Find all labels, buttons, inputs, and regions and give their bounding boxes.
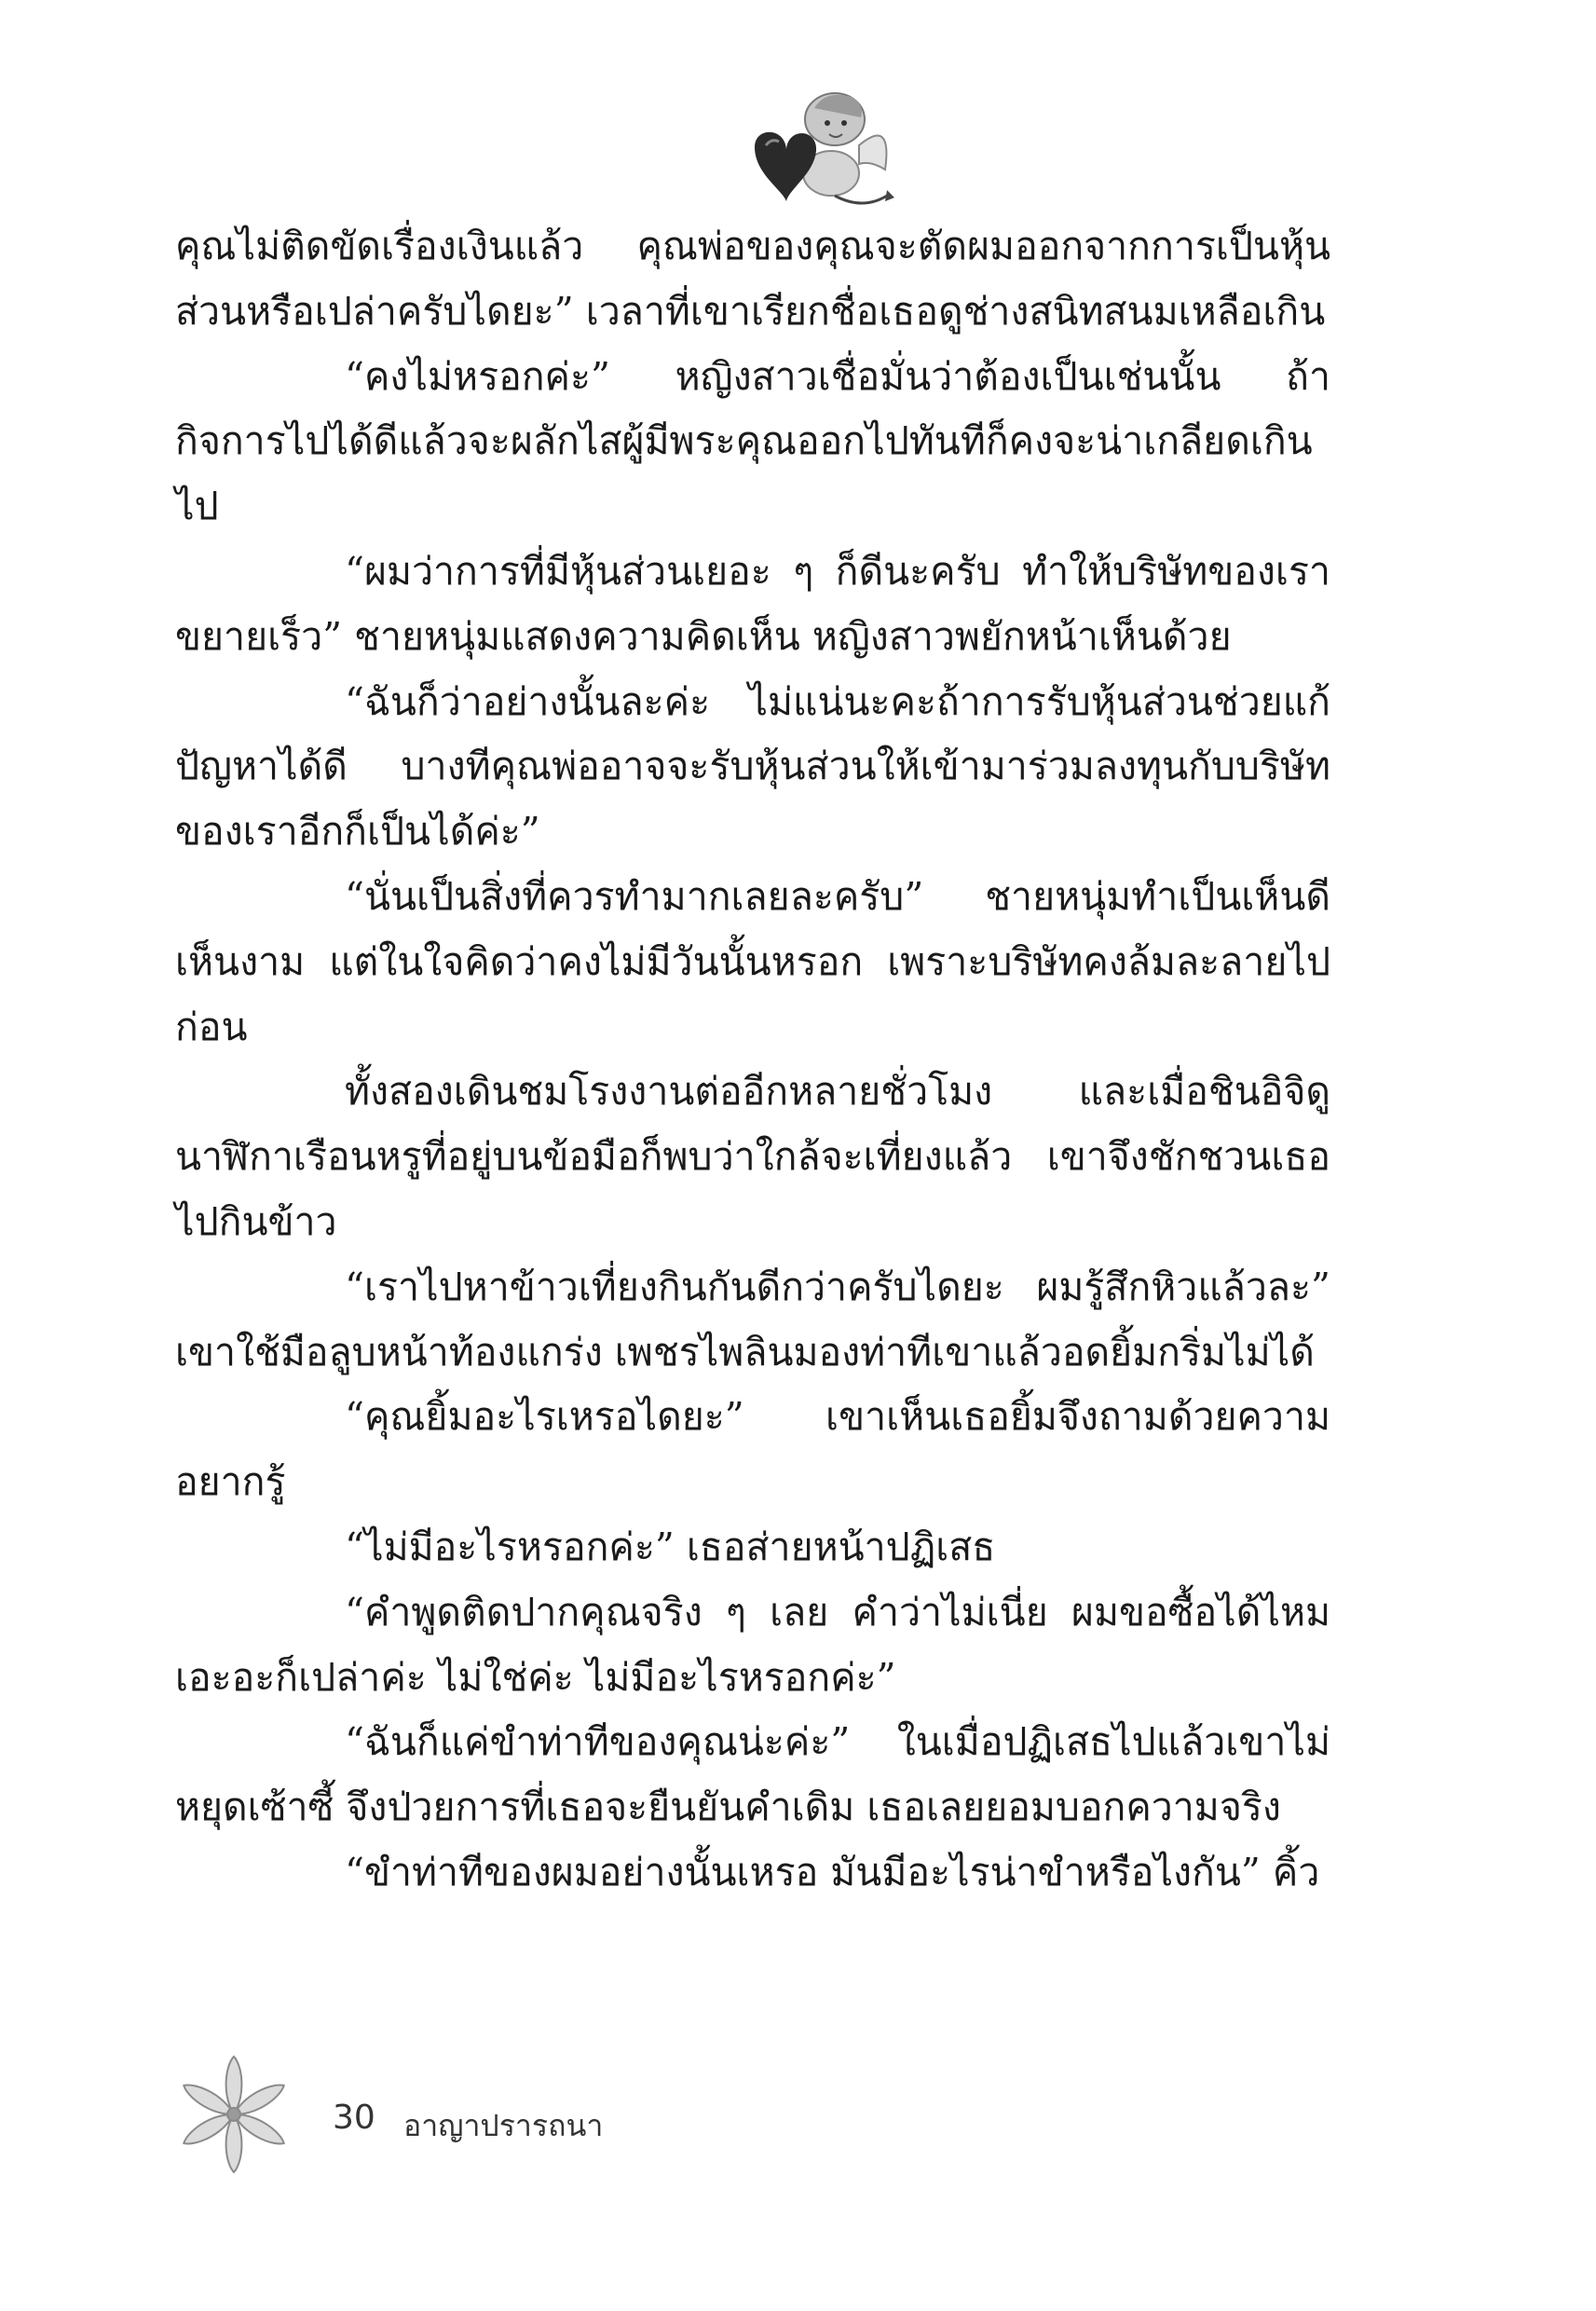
book-title: อาญาปรารถนา [403,2108,604,2143]
story-text [175,214,1330,1906]
paragraph-1: คุณไม่ติดขัดเรื่องเงินแล้ว คุณพ่อของคุณจะตัดผมออกจากการเป็นหุ้นส่วนหรือเปล่าครับไดยะ” เวลาที่เขาเรียกชื่อเธอดูช่างสนิทสนมเหลือเกิน [175,224,1330,334]
cupid-with-heart-icon [695,80,900,220]
lily-flower-icon [172,2055,298,2176]
paragraph-10: “คำพูดติดปากคุณจริง ๆ เลย คำว่าไม่เนี่ย ผมขอซื้อได้ไหมเอะอะก็เปล่าค่ะ ไม่ใช่ค่ะ ไม่มีอะไรหรอกค่ะ” [175,1589,1330,1700]
paragraph-11: “ฉันก็แค่ขำท่าทีของคุณน่ะค่ะ” ในเมื่อปฏิเสธไปแล้วเขาไม่หยุดเซ้าซี้ จึงป่วยการที่เธอจะยืนยันคำเดิม เธอเลยยอมบอกความจริง [175,1719,1330,1830]
paragraph-5: “นั่นเป็นสิ่งที่ควรทำมากเลยละครับ” ชายหนุ่มทำเป็นเห็นดีเห็นงาม แต่ในใจคิดว่าคงไม่มีวันนั้นหรอก เพราะบริษัทคงล้มละลายไปก่อน [175,873,1330,1049]
paragraph-2: “คงไม่หรอกค่ะ” หญิงสาวเชื่อมั่นว่าต้องเป็นเช่นนั้น ถ้ากิจการไปได้ดีแล้วจะผลักไสผู้มีพระคุณออกไปทันทีก็คงจะน่าเกลียดเกินไป [175,353,1330,529]
paragraph-12: “ขำท่าทีของผมอย่างนั้นเหรอ มันมีอะไรน่าขำหรือไงกัน” คิ้ว [345,1849,1320,1894]
paragraph-6: ทั้งสองเดินชมโรงงานต่ออีกหลายชั่วโมง และเมื่อชินอิจิดูนาฬิกาเรือนหรูที่อยู่บนข้อมือก็พบว่าใกล้จะเที่ยงแล้ว เขาจึงชักชวนเธอไปกินข้าว [175,1069,1330,1244]
paragraph-4: “ฉันก็ว่าอย่างนั้นละค่ะ ไม่แน่นะคะถ้าการรับหุ้นส่วนช่วยแก้ปัญหาได้ดี บางทีคุณพ่ออาจจะรับหุ้นส่วนให้เข้ามาร่วมลงทุนกับบริษัทของเราอีกก็เป็นได้ค่ะ” [175,678,1330,855]
paragraph-3: “ผมว่าการที่มีหุ้นส่วนเยอะ ๆ ก็ดีนะครับ ทำให้บริษัทของเราขยายเร็ว” ชายหนุ่มแสดงความคิดเห็น หญิงสาวพยักหน้าเห็นด้วย [175,548,1330,659]
paragraph-7: “เราไปหาข้าวเที่ยงกินกันดีกว่าครับไดยะ ผมรู้สึกหิวแล้วละ” เขาใช้มือลูบหน้าท้องแกร่ง เพชรไพลินมองท่าทีเขาแล้วอดยิ้มกริ่มไม่ได้ [175,1264,1330,1374]
page-number: 30 [333,2099,375,2137]
paragraph-9: “ไม่มีอะไรหรอกค่ะ” เธอส่ายหน้าปฏิเสธ [345,1524,996,1569]
paragraph-8: “คุณยิ้มอะไรเหรอไดยะ” เขาเห็นเธอยิ้มจึงถามด้วยความอยากรู้ [175,1394,1330,1505]
